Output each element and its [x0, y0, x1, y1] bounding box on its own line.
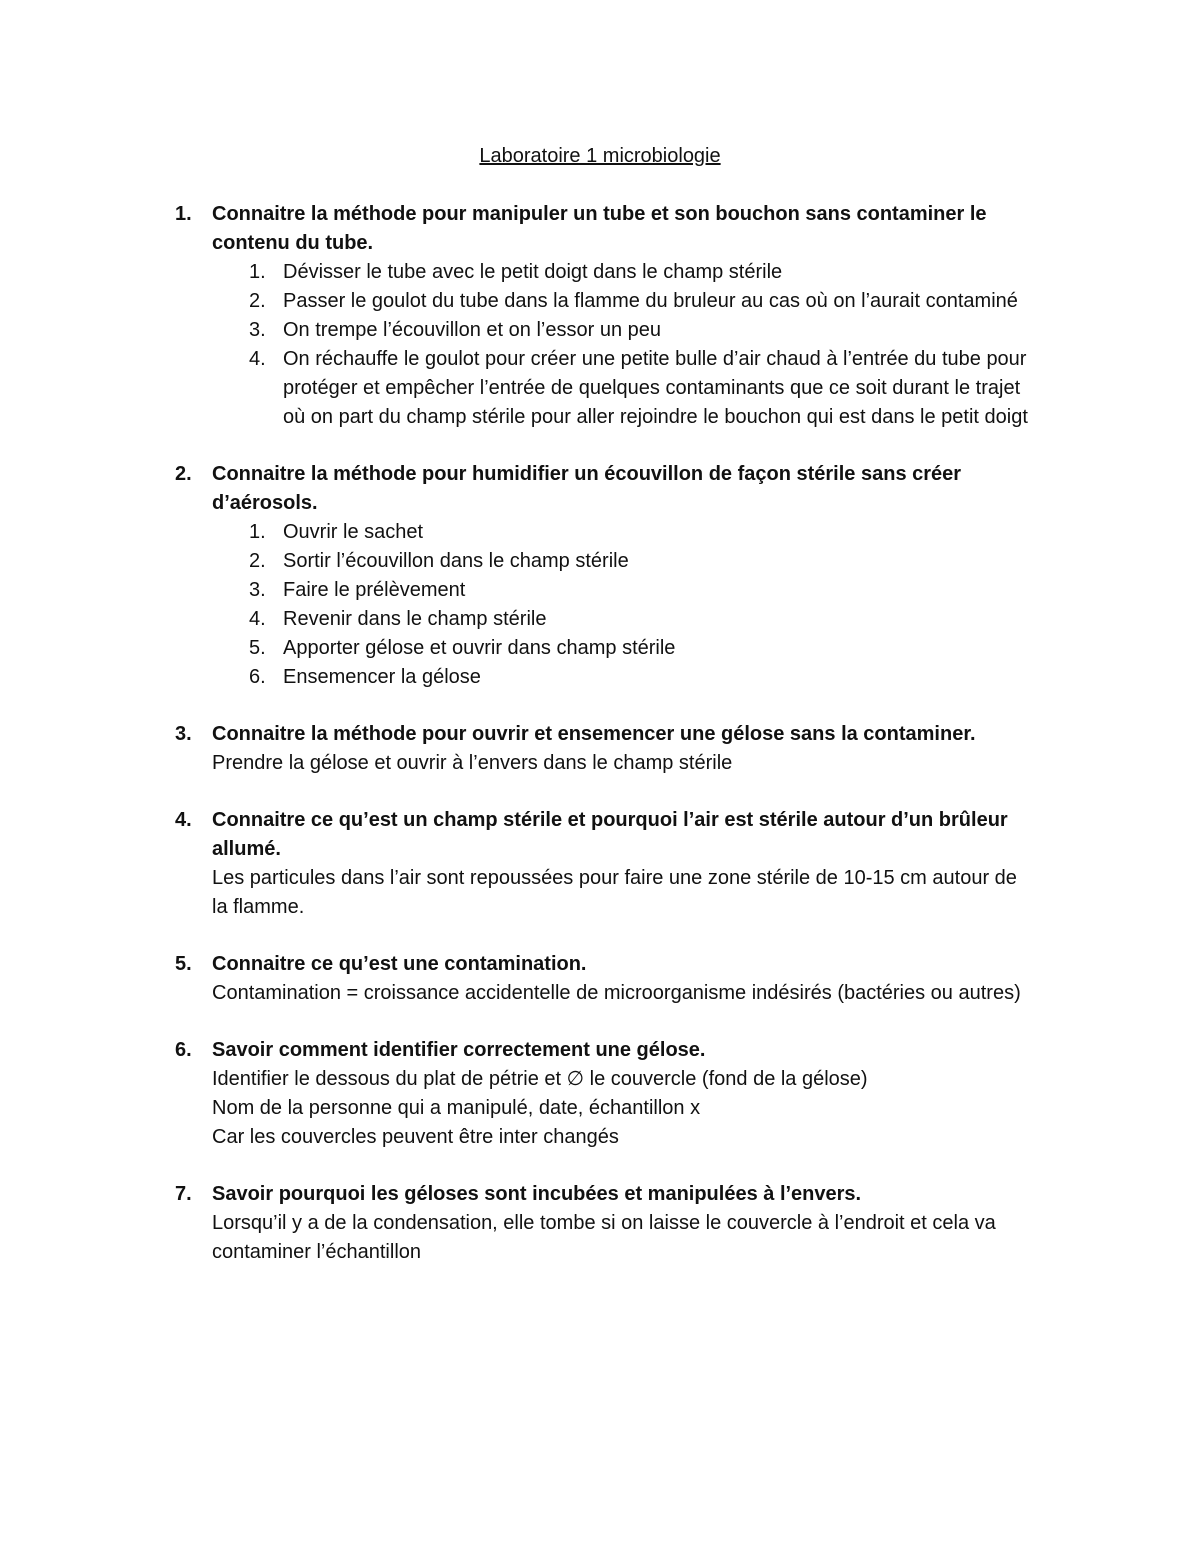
- step-number: 4.: [249, 348, 266, 370]
- step-text: Faire le prélèvement: [283, 579, 466, 601]
- step-number: 2.: [249, 290, 266, 312]
- question-text: Savoir pourquoi les géloses sont incubées et manipulées à l’envers.: [212, 1183, 862, 1205]
- question-list: [175, 200, 1035, 1295]
- step-item: [249, 634, 1035, 663]
- step-item: [249, 287, 1035, 316]
- answer-text: Identifier le dessous du plat de pétrie et ∅ le couvercle (fond de la gélose): [212, 1068, 868, 1090]
- question-number: 5.: [175, 953, 192, 975]
- answer-text: Les particules dans l’air sont repoussées pour faire une zone stérile de 10-15 cm autour de la flamme.: [212, 867, 1017, 918]
- step-item: [249, 605, 1035, 634]
- step-item: [249, 663, 1035, 692]
- question-4: [175, 806, 1035, 922]
- question-text: Savoir comment identifier correctement une gélose.: [212, 1039, 706, 1061]
- step-item: [249, 316, 1035, 345]
- page-title: Laboratoire 1 microbiologie: [479, 145, 721, 167]
- step-item: [249, 576, 1035, 605]
- answer-text: Lorsqu’il y a de la condensation, elle tombe si on laisse le couvercle à l’endroit et cela va contaminer l’échantillon: [212, 1212, 996, 1263]
- step-number: 3.: [249, 579, 266, 601]
- question-text: Connaitre la méthode pour humidifier un écouvillon de façon stérile sans créer d’aérosols.: [212, 463, 962, 514]
- step-text: Revenir dans le champ stérile: [283, 608, 547, 630]
- answer-text: Car les couvercles peuvent être inter changés: [212, 1126, 619, 1148]
- answer-text: Nom de la personne qui a manipulé, date, échantillon x: [212, 1097, 701, 1119]
- step-text: On réchauffe le goulot pour créer une petite bulle d’air chaud à l’entrée du tube pour protéger et empêcher l’entrée de quelques contaminants que ce soit durant le trajet où on part du champ stérile pour aller rejoindre le bouchon qui est dans le petit doigt: [283, 348, 1028, 428]
- question-number: 3.: [175, 723, 192, 745]
- question-2: [175, 460, 1035, 692]
- question-text: Connaitre ce qu’est une contamination.: [212, 953, 587, 975]
- step-text: On trempe l’écouvillon et on l’essor un peu: [283, 319, 661, 341]
- step-number: 4.: [249, 608, 266, 630]
- question-3: [175, 720, 1035, 778]
- question-7: [175, 1180, 1035, 1267]
- step-list: [212, 258, 1035, 432]
- step-number: 5.: [249, 637, 266, 659]
- step-number: 3.: [249, 319, 266, 341]
- step-item: [249, 547, 1035, 576]
- question-text: Connaitre la méthode pour ouvrir et ensemencer une gélose sans la contaminer.: [212, 723, 976, 745]
- step-text: Apporter gélose et ouvrir dans champ stérile: [283, 637, 676, 659]
- step-text: Ouvrir le sachet: [283, 521, 424, 543]
- question-6: [175, 1036, 1035, 1152]
- step-item: [249, 345, 1035, 432]
- step-text: Sortir l’écouvillon dans le champ stérile: [283, 550, 629, 572]
- question-number: 6.: [175, 1039, 192, 1061]
- question-number: 2.: [175, 463, 192, 485]
- question-5: [175, 950, 1035, 1008]
- question-text: Connaitre la méthode pour manipuler un tube et son bouchon sans contaminer le contenu du tube.: [212, 203, 987, 254]
- step-number: 2.: [249, 550, 266, 572]
- question-number: 7.: [175, 1183, 192, 1205]
- step-item: [249, 258, 1035, 287]
- step-text: Ensemencer la gélose: [283, 666, 481, 688]
- question-1: [175, 200, 1035, 432]
- step-number: 6.: [249, 666, 266, 688]
- answer-text: Contamination = croissance accidentelle de microorganisme indésirés (bactéries ou autres): [212, 982, 1021, 1004]
- step-list: [212, 518, 1035, 692]
- question-number: 1.: [175, 203, 192, 225]
- question-number: 4.: [175, 809, 192, 831]
- step-item: [249, 518, 1035, 547]
- answer-text: Prendre la gélose et ouvrir à l’envers dans le champ stérile: [212, 752, 733, 774]
- step-text: Dévisser le tube avec le petit doigt dans le champ stérile: [283, 261, 783, 283]
- step-text: Passer le goulot du tube dans la flamme du bruleur au cas où on l’aurait contaminé: [283, 290, 1018, 312]
- question-text: Connaitre ce qu’est un champ stérile et pourquoi l’air est stérile autour d’un brûleur allumé.: [212, 809, 1008, 860]
- step-number: 1.: [249, 261, 266, 283]
- step-number: 1.: [249, 521, 266, 543]
